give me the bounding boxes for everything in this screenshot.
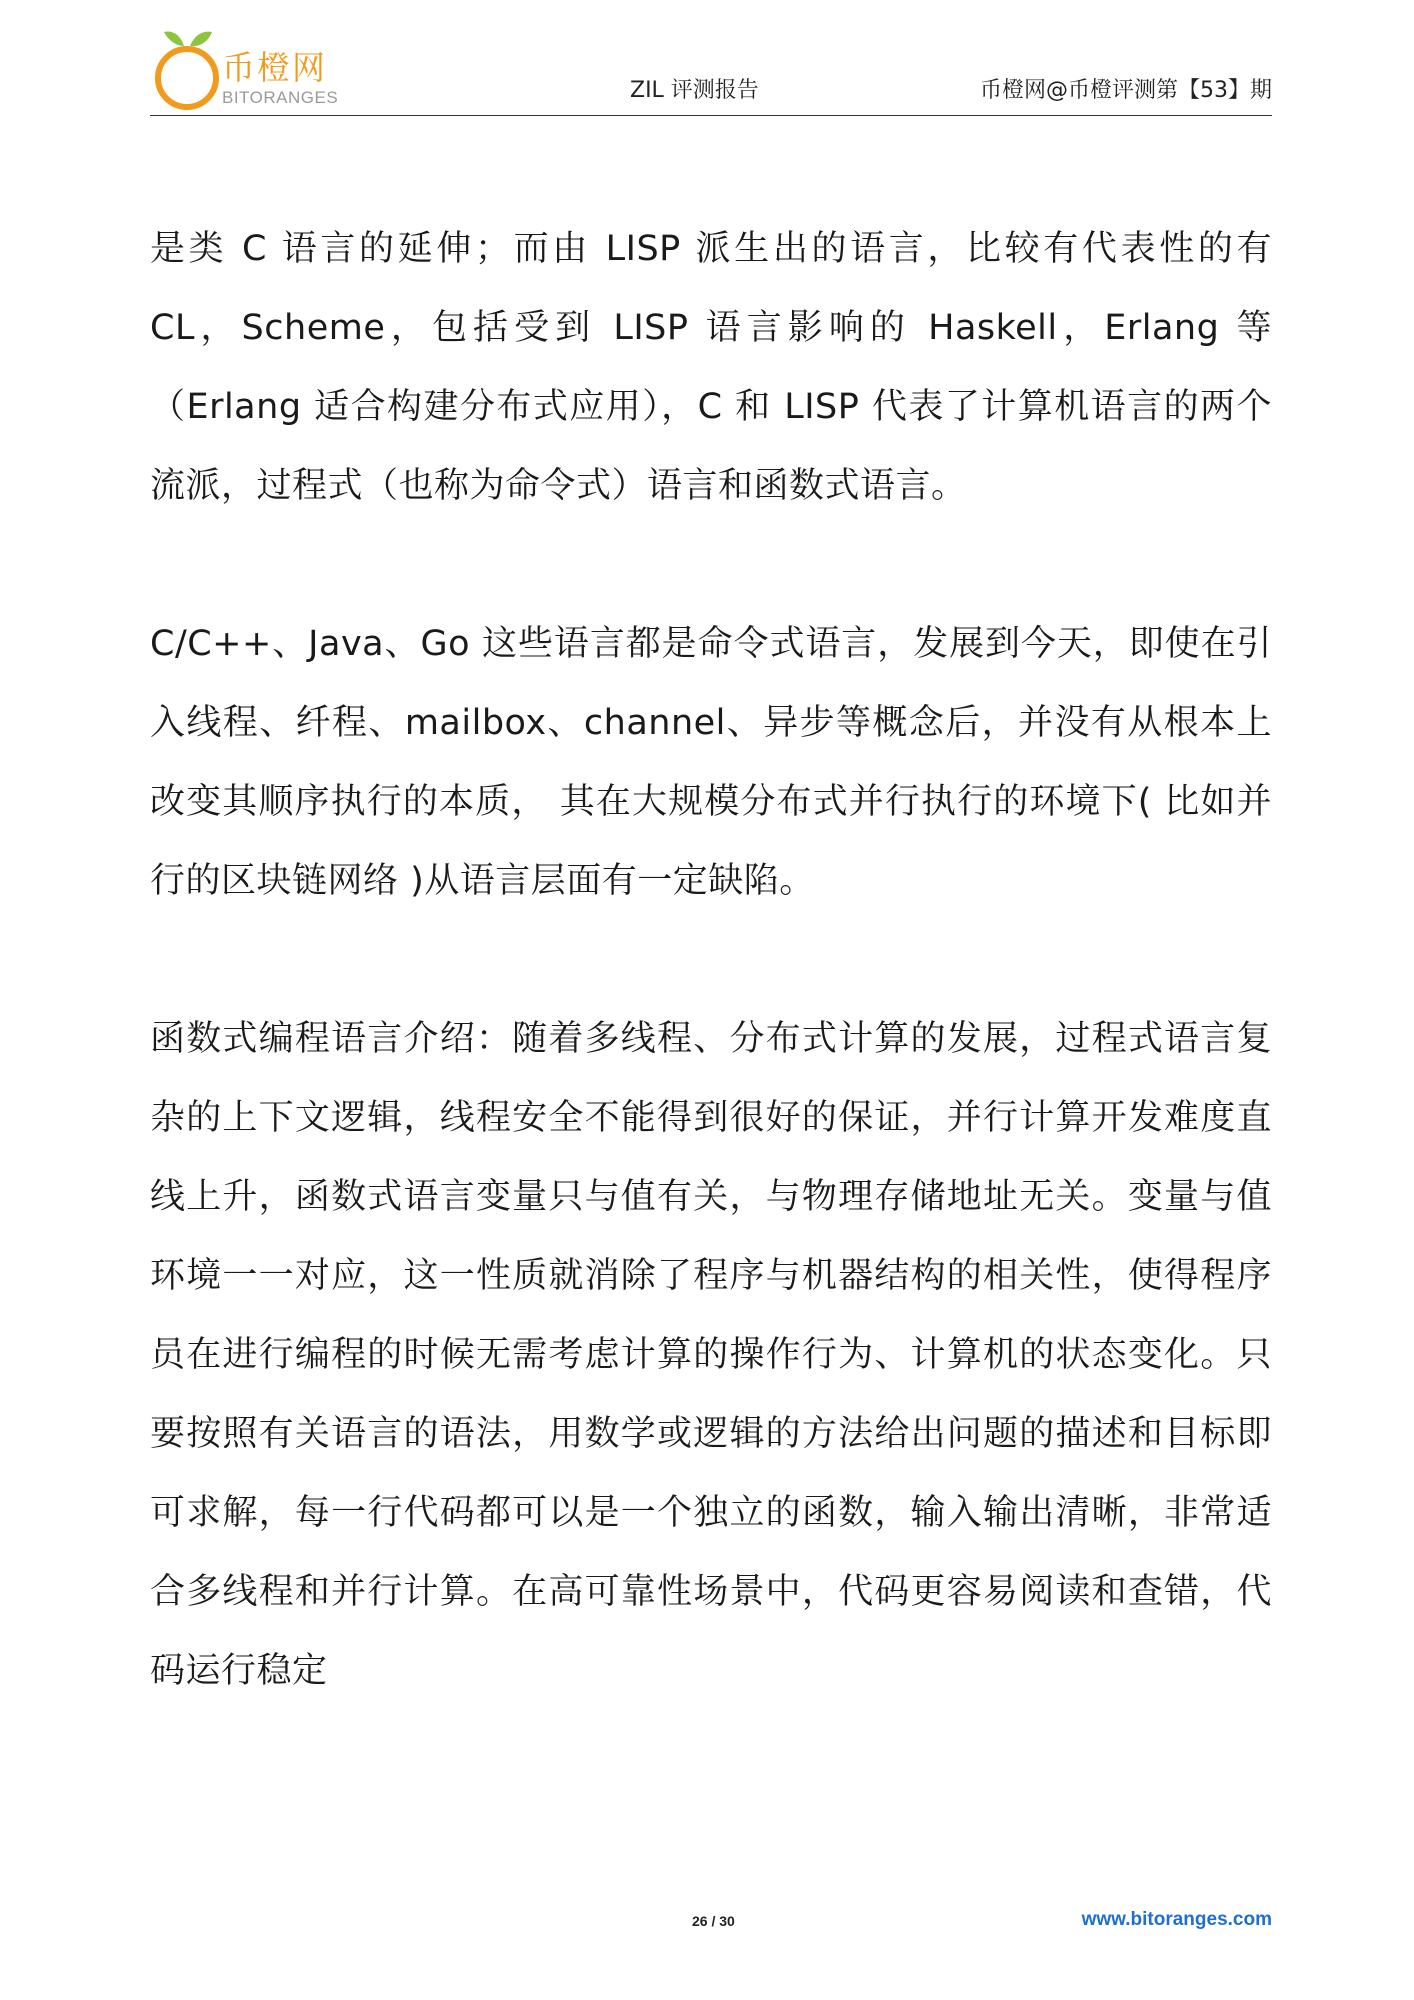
page-number: 26 / 30 xyxy=(692,1913,735,1929)
report-title: ZIL 评测报告 xyxy=(630,78,759,103)
logo-english-text: BITORANGES xyxy=(222,88,339,107)
paragraph: C/C++、Java、Go 这些语言都是命令式语言，发展到今天，即使在引入线程、纤程、mailbox、channel、异步等概念后，并没有从根本上改变其顺序执行的本质， 其在大规模分布式并行执行的环境下( 比如并行的区块链网络 )从语言层面有一定缺陷。 xyxy=(150,624,1272,901)
website-link[interactable]: www.bitoranges.com xyxy=(1081,1909,1272,1930)
orange-logo-icon xyxy=(150,24,222,114)
page-header xyxy=(150,18,1272,118)
header-divider xyxy=(150,115,1272,116)
document-body xyxy=(150,210,1272,1711)
issue-title: 币橙网@币橙评测第【53】期 xyxy=(980,78,1272,103)
logo-chinese-text: 币橙网 xyxy=(222,48,327,87)
bitoranges-logo xyxy=(150,18,350,118)
paragraph: 是类 C 语言的延伸；而由 LISP 派生出的语言，比较有代表性的有 CL，Scheme，包括受到 LISP 语言影响的 Haskell，Erlang 等（Erlang 适合构建分布式应用），C 和 LISP 代表了计算机语言的两个流派，过程式（也称为命令式）语言和函数式语言。 xyxy=(150,229,1272,506)
paragraph: 函数式编程语言介绍：随着多线程、分布式计算的发展，过程式语言复杂的上下文逻辑，线程安全不能得到很好的保证，并行计算开发难度直线上升，函数式语言变量只与值有关，与物理存储地址无关。变量与值环境一一对应，这一性质就消除了程序与机器结构的相关性，使得程序员在进行编程的时候无需考虑计算的操作行为、计算机的状态变化。只要按照有关语言的语法，用数学或逻辑的方法给出问题的描述和目标即可求解，每一行代码都可以是一个独立的函数，输入输出清晰，非常适合多线程和并行计算。在高可靠性场景中，代码更容易阅读和查错，代码运行稳定 xyxy=(150,1019,1272,1691)
